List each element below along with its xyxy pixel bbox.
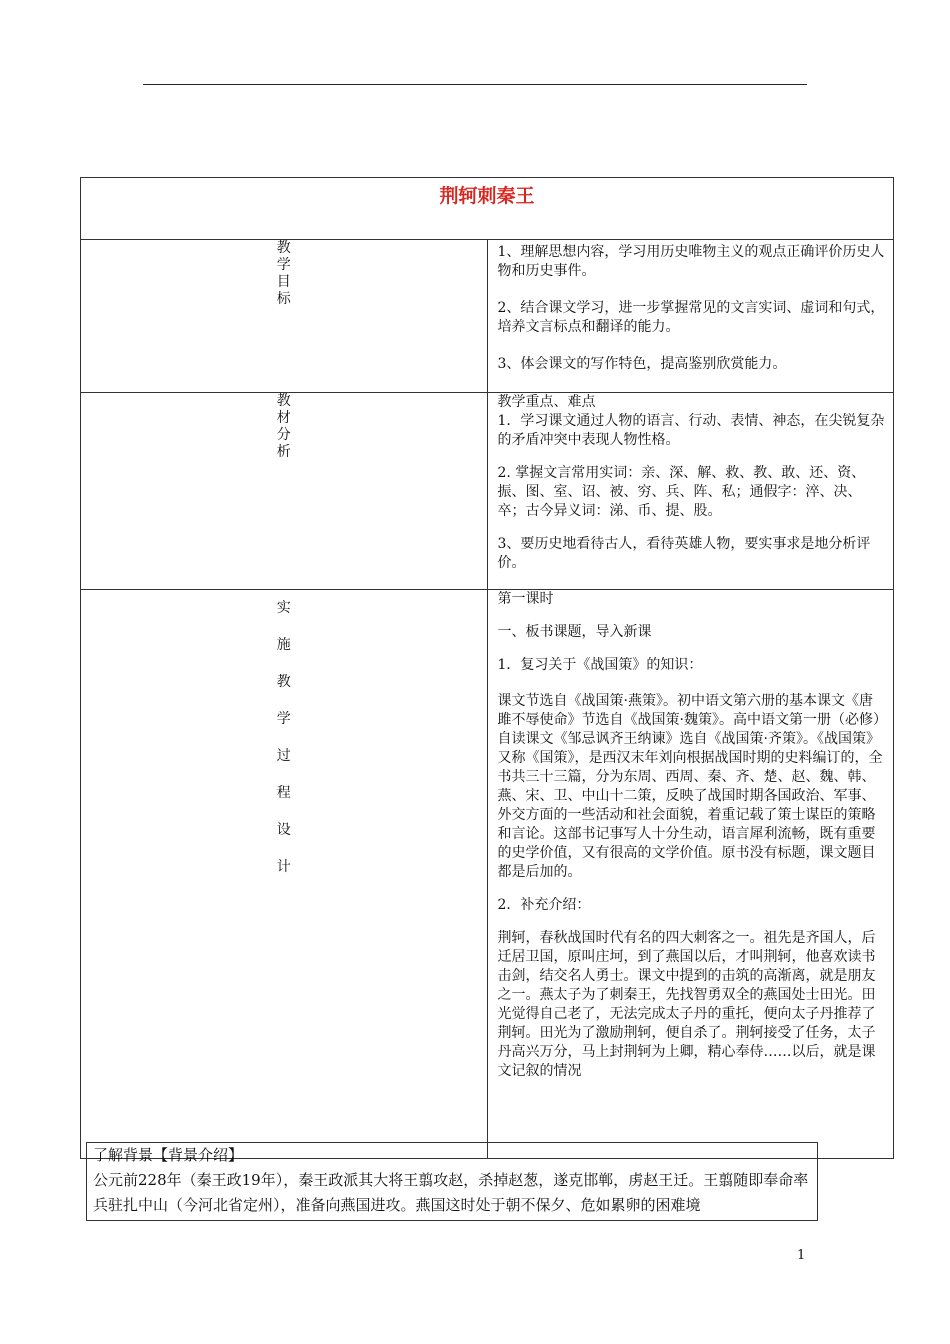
lesson-heading: 第一课时 xyxy=(497,591,554,607)
page-number: 1 xyxy=(797,1248,806,1263)
analysis-item: 2. 掌握文言常用实词：亲、深、解、救、教、敢、还、资、振、图、室、诏、被、穷、兵、阵、私；通假字：淬、决、卒；古今异义词：涕、币、提、股。 xyxy=(497,465,866,519)
material-analysis-content xyxy=(487,393,894,590)
lesson-plan-table xyxy=(80,177,894,1159)
analysis-heading: 教学重点、难点 xyxy=(497,394,596,410)
goal-item: 1、理解思想内容，学习用历史唯物主义的观点正确评价历史人物和历史事件。 xyxy=(497,244,885,279)
title-cell xyxy=(81,178,894,240)
label-material-analysis: 教 材 分 析 xyxy=(81,393,488,590)
analysis-item: 3、要历史地看待古人，看待英雄人物，要实事求是地分析评价。 xyxy=(497,536,871,571)
sub-heading: 1．复习关于《战国策》的知识： xyxy=(497,657,703,673)
step-heading: 一、板书课题，导入新课 xyxy=(497,624,652,640)
teaching-goals-content xyxy=(487,240,894,393)
sub-heading: 2．补充介绍： xyxy=(497,897,591,913)
label-teaching-process: 实 施 教 学 过 程 设 计 xyxy=(81,590,488,1159)
background-box xyxy=(86,1142,818,1221)
background-text: 公元前228年（秦王政19年），秦王政派其大将王翦攻赵，杀掉赵葱，遂克邯郸，虏赵王迁。王翦随即奉命率兵驻扎中山（今河北省定州），准备向燕国进攻。燕国这时处于朝不保夕、危如累卵的困难境 xyxy=(93,1171,809,1214)
background-heading: 了解背景【背景介绍】 xyxy=(93,1146,244,1164)
goal-item: 2、结合课文学习，进一步掌握常见的文言实词、虚词和句式，培养文言标点和翻译的能力。 xyxy=(497,300,885,335)
analysis-item: 1．学习课文通过人物的语言、行动、表情、神态，在尖锐复杂的矛盾冲突中表现人物性格。 xyxy=(497,413,885,448)
document-title: 荆轲刺秦王 xyxy=(439,185,535,207)
label-teaching-goals: 教 学 目 标 xyxy=(81,240,488,393)
teaching-process-content xyxy=(487,590,894,1159)
header-rule xyxy=(143,84,807,85)
paragraph: 荆轲，春秋战国时代有名的四大刺客之一。祖先是齐国人，后迁居卫国，原叫庄坷，到了燕国以后，才叫荆轲，他喜欢读书击剑，结交名人勇士。课文中提到的击筑的高渐离，就是朋友之一。燕太子为了刺秦王，先找智勇双全的燕国处士田光。田光觉得自己老了，无法完成太子丹的重托，便向太子丹推荐了荆轲。田光为了激励荆轲，便自杀了。荆轲接受了任务，太子丹高兴万分，马上封荆轲为上卿，精心奉侍……以后，就是课文记叙的情况 xyxy=(497,930,876,1079)
paragraph: 课文节选自《战国策·燕策》。初中语文第六册的基本课文《唐雎不辱使命》节选自《战国策·魏策》。高中语文第一册（必修）自读课文《邹忌讽齐王纳谏》选自《战国策·齐策》。《战国策》又称《国策》，是西汉末年刘向根据战国时期的史料编订的，全书共三十三篇，分为东周、西周、秦、齐、楚、赵、魏、韩、燕、宋、卫、中山十二策，反映了战国时期各国政治、军事、外交方面的一些活动和社会面貌，着重记载了策士谋臣的策略和言论。这部书记事写人十分生动，语言犀利流畅，既有重要的史学价值，又有很高的文学价值。原书没有标题，课文题目都是后加的。 xyxy=(497,693,883,880)
goal-item: 3、体会课文的写作特色，提高鉴别欣赏能力。 xyxy=(497,356,787,372)
